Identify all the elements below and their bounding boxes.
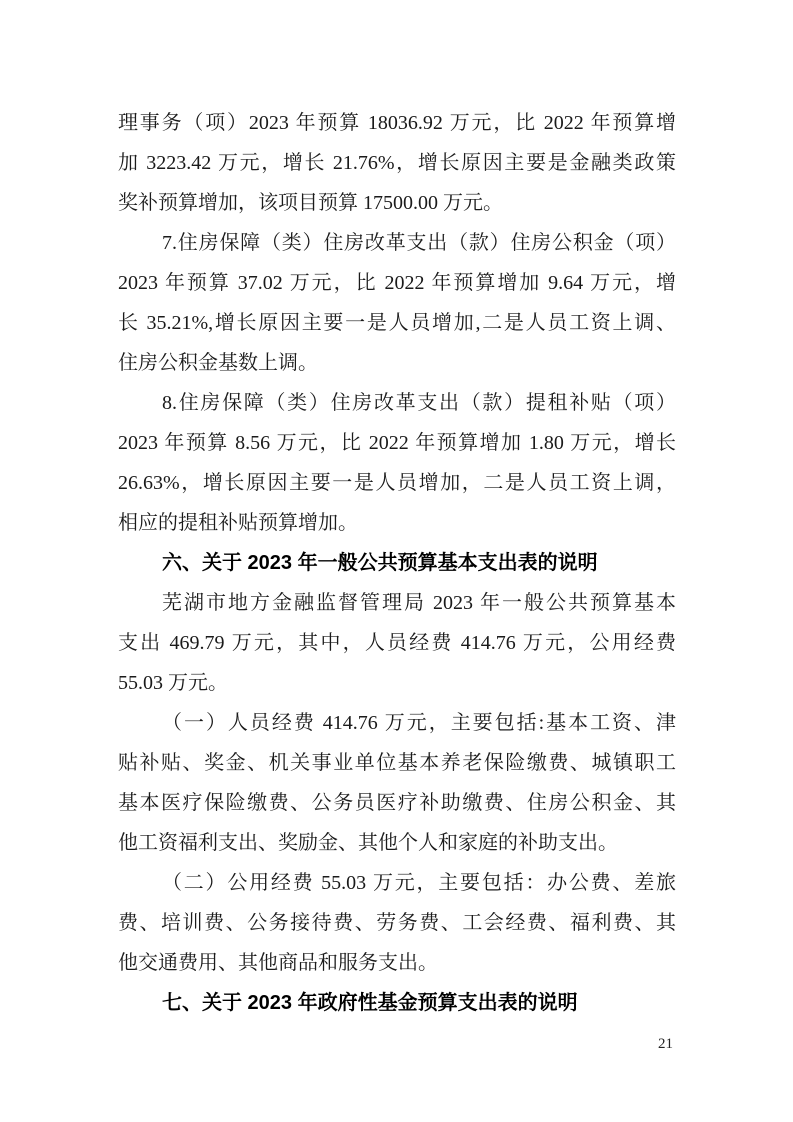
text-line: （一）人员经费 414.76 万元，主要包括:基本工资、津 [162,712,676,734]
text-line: 2023 年预算 8.56 万元，比 2022 年预算增加 1.80 万元，增长 [118,432,676,454]
text-line: 贴补贴、奖金、机关事业单位基本养老保险缴费、城镇职工 [118,752,676,774]
text-line: 55.03 万元。 [118,672,228,694]
text-line: （二）公用经费 55.03 万元，主要包括：办公费、差旅 [162,872,676,894]
text-line: 8.住房保障（类）住房改革支出（款）提租补贴（项） [162,392,676,414]
section-heading-six: 六、关于 2023 年一般公共预算基本支出表的说明 [162,552,598,574]
text-line: 费、培训费、公务接待费、劳务费、工会经费、福利费、其 [118,912,676,934]
text-line: 长 35.21%,增长原因主要一是人员增加,二是人员工资上调、 [118,312,676,334]
text-line: 7.住房保障（类）住房改革支出（款）住房公积金（项） [162,232,676,254]
text-line: 他交通费用、其他商品和服务支出。 [118,952,438,974]
text-line: 26.63%，增长原因主要一是人员增加，二是人员工资上调， [118,472,676,494]
text-line: 他工资福利支出、奖励金、其他个人和家庭的补助支出。 [118,832,618,854]
text-line: 芜湖市地方金融监督管理局 2023 年一般公共预算基本 [162,592,676,614]
text-line: 基本医疗保险缴费、公务员医疗补助缴费、住房公积金、其 [118,792,676,814]
page-number: 21 [658,1036,673,1052]
text-line: 住房公积金基数上调。 [118,352,318,374]
document-body [118,103,676,1023]
text-line: 理事务（项）2023 年预算 18036.92 万元，比 2022 年预算增 [118,112,676,134]
text-line: 奖补预算增加，该项目预算 17500.00 万元。 [118,192,503,214]
text-line: 2023 年预算 37.02 万元，比 2022 年预算增加 9.64 万元，增 [118,272,676,294]
text-line: 相应的提租补贴预算增加。 [118,512,358,534]
text-line: 支出 469.79 万元，其中，人员经费 414.76 万元，公用经费 [118,632,676,654]
text-line: 加 3223.42 万元，增长 21.76%，增长原因主要是金融类政策 [118,152,676,174]
section-heading-seven: 七、关于 2023 年政府性基金预算支出表的说明 [162,992,578,1014]
